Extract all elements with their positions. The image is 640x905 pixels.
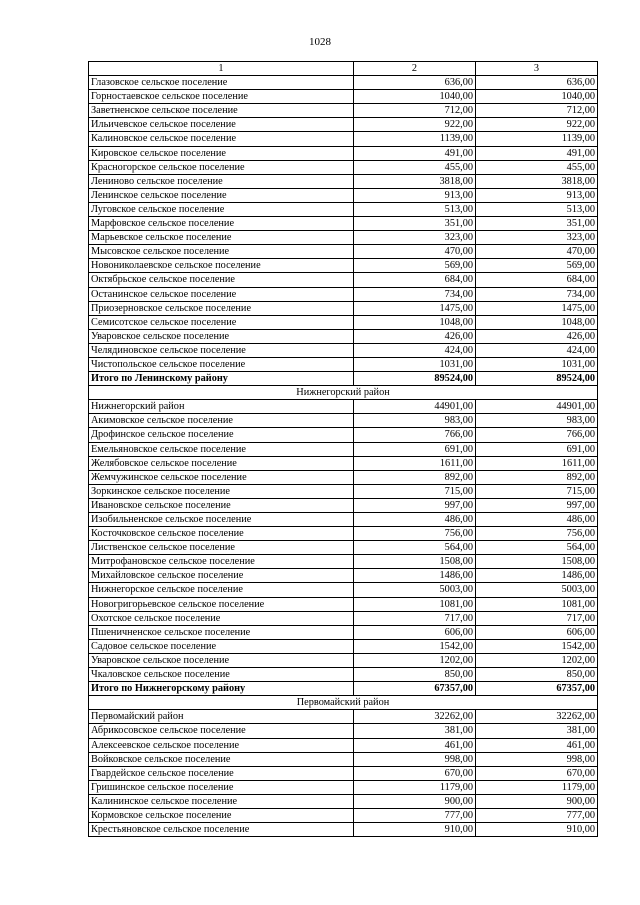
row-value-col3: 323,00	[476, 231, 598, 245]
row-value-col2: 426,00	[354, 329, 476, 343]
table-row	[89, 823, 598, 837]
row-name-cell: Новониколаевское сельское поселение	[89, 259, 354, 273]
row-name-cell: Мысовское сельское поселение	[89, 245, 354, 259]
row-value-col2: 513,00	[354, 202, 476, 216]
row-value-col2: 734,00	[354, 287, 476, 301]
row-name-cell: Жемчужинское сельское поселение	[89, 470, 354, 484]
row-name-cell: Горностаевское сельское поселение	[89, 90, 354, 104]
row-value-col2: 32262,00	[354, 710, 476, 724]
row-value-col2: 913,00	[354, 188, 476, 202]
row-value-col2: 323,00	[354, 231, 476, 245]
row-name-cell: Нижнегорское сельское поселение	[89, 583, 354, 597]
row-name-cell: Октябрьское сельское поселение	[89, 273, 354, 287]
column-header-1: 1	[89, 62, 354, 76]
row-value-col3: 892,00	[476, 470, 598, 484]
row-value-col3: 850,00	[476, 668, 598, 682]
row-value-col2: 1048,00	[354, 315, 476, 329]
row-value-col3: 513,00	[476, 202, 598, 216]
table-row	[89, 160, 598, 174]
row-value-col3: 998,00	[476, 752, 598, 766]
row-value-col2: 1031,00	[354, 357, 476, 371]
row-value-col2: 983,00	[354, 414, 476, 428]
row-name-cell: Ильичевское сельское поселение	[89, 118, 354, 132]
row-name-cell: Косточковское сельское поселение	[89, 527, 354, 541]
row-value-col3: 983,00	[476, 414, 598, 428]
table-row	[89, 343, 598, 357]
row-name-cell: Войковское сельское поселение	[89, 752, 354, 766]
row-name-cell: Останинское сельское поселение	[89, 287, 354, 301]
row-name-cell: Луговское сельское поселение	[89, 202, 354, 216]
row-value-col2: 1611,00	[354, 456, 476, 470]
row-name-cell: Нижнегорский район	[89, 400, 354, 414]
table-row	[89, 752, 598, 766]
row-value-col2: 3818,00	[354, 174, 476, 188]
total-row	[89, 682, 598, 696]
row-name-cell: Лиственское сельское поселение	[89, 541, 354, 555]
table-row	[89, 780, 598, 794]
row-name-cell: Калининское сельское поселение	[89, 794, 354, 808]
table-row	[89, 188, 598, 202]
row-value-col2: 606,00	[354, 625, 476, 639]
row-value-col3: 486,00	[476, 513, 598, 527]
row-name-cell: Ленинское сельское поселение	[89, 188, 354, 202]
row-value-col3: 913,00	[476, 188, 598, 202]
table-row	[89, 724, 598, 738]
row-name-cell: Гвардейское сельское поселение	[89, 766, 354, 780]
row-value-col2: 900,00	[354, 794, 476, 808]
table-row	[89, 202, 598, 216]
row-value-col2: 670,00	[354, 766, 476, 780]
row-value-col3: 424,00	[476, 343, 598, 357]
row-name-cell: Чкаловское сельское поселение	[89, 668, 354, 682]
table-row	[89, 639, 598, 653]
row-value-col2: 712,00	[354, 104, 476, 118]
table-row	[89, 484, 598, 498]
row-name-cell: Зоркинское сельское поселение	[89, 484, 354, 498]
row-value-col3: 491,00	[476, 146, 598, 160]
row-name-cell: Приозерновское сельское поселение	[89, 301, 354, 315]
row-name-cell: Михайловское сельское поселение	[89, 569, 354, 583]
table-row	[89, 329, 598, 343]
row-value-col2: 1486,00	[354, 569, 476, 583]
row-value-col3: 5003,00	[476, 583, 598, 597]
row-name-cell: Итого по Нижнегорскому району	[89, 682, 354, 696]
row-value-col2: 1179,00	[354, 780, 476, 794]
row-value-col2: 5003,00	[354, 583, 476, 597]
table-row	[89, 583, 598, 597]
table-row	[89, 132, 598, 146]
row-name-cell: Калиновское сельское поселение	[89, 132, 354, 146]
row-value-col3: 1179,00	[476, 780, 598, 794]
table-row	[89, 259, 598, 273]
row-value-col3: 712,00	[476, 104, 598, 118]
table-row	[89, 710, 598, 724]
row-value-col2: 1475,00	[354, 301, 476, 315]
row-value-col2: 922,00	[354, 118, 476, 132]
row-value-col3: 606,00	[476, 625, 598, 639]
row-value-col2: 910,00	[354, 823, 476, 837]
table-row	[89, 527, 598, 541]
row-value-col3: 564,00	[476, 541, 598, 555]
row-value-col3: 1081,00	[476, 597, 598, 611]
table-row	[89, 217, 598, 231]
row-value-col3: 777,00	[476, 808, 598, 822]
table-row	[89, 273, 598, 287]
table-row	[89, 174, 598, 188]
row-value-col3: 351,00	[476, 217, 598, 231]
table-row	[89, 456, 598, 470]
row-value-col2: 44901,00	[354, 400, 476, 414]
row-value-col2: 351,00	[354, 217, 476, 231]
row-value-col2: 424,00	[354, 343, 476, 357]
table-row	[89, 738, 598, 752]
table-row	[89, 794, 598, 808]
row-name-cell: Дрофинское сельское поселение	[89, 428, 354, 442]
row-value-col2: 997,00	[354, 498, 476, 512]
row-value-col2: 486,00	[354, 513, 476, 527]
row-value-col2: 1542,00	[354, 639, 476, 653]
row-value-col3: 900,00	[476, 794, 598, 808]
row-name-cell: Садовое сельское поселение	[89, 639, 354, 653]
row-name-cell: Заветненское сельское поселение	[89, 104, 354, 118]
row-value-col3: 44901,00	[476, 400, 598, 414]
row-value-col2: 850,00	[354, 668, 476, 682]
row-value-col2: 89524,00	[354, 372, 476, 386]
row-name-cell: Изобильненское сельское поселение	[89, 513, 354, 527]
row-name-cell: Митрофановское сельское поселение	[89, 555, 354, 569]
row-name-cell: Марфовское сельское поселение	[89, 217, 354, 231]
table-row	[89, 400, 598, 414]
row-value-col3: 910,00	[476, 823, 598, 837]
row-value-col3: 455,00	[476, 160, 598, 174]
row-name-cell: Лениново сельское поселение	[89, 174, 354, 188]
table-row	[89, 808, 598, 822]
row-name-cell: Абрикосовское сельское поселение	[89, 724, 354, 738]
table-row	[89, 470, 598, 484]
row-value-col3: 684,00	[476, 273, 598, 287]
row-name-cell: Кормовское сельское поселение	[89, 808, 354, 822]
table-row	[89, 90, 598, 104]
row-value-col2: 1040,00	[354, 90, 476, 104]
row-value-col3: 997,00	[476, 498, 598, 512]
row-value-col3: 1139,00	[476, 132, 598, 146]
row-value-col3: 426,00	[476, 329, 598, 343]
row-value-col3: 67357,00	[476, 682, 598, 696]
table-row	[89, 555, 598, 569]
row-value-col3: 569,00	[476, 259, 598, 273]
table-row	[89, 76, 598, 90]
row-value-col3: 1508,00	[476, 555, 598, 569]
row-value-col3: 1031,00	[476, 357, 598, 371]
row-value-col3: 922,00	[476, 118, 598, 132]
table-row	[89, 498, 598, 512]
row-value-col2: 564,00	[354, 541, 476, 555]
section-header-row	[89, 386, 598, 400]
row-value-col2: 1139,00	[354, 132, 476, 146]
table-row	[89, 569, 598, 583]
row-name-cell: Охотское сельское поселение	[89, 611, 354, 625]
row-value-col2: 461,00	[354, 738, 476, 752]
row-name-cell: Красногорское сельское поселение	[89, 160, 354, 174]
row-name-cell: Пшеничненское сельское поселение	[89, 625, 354, 639]
row-value-col3: 32262,00	[476, 710, 598, 724]
table-row	[89, 287, 598, 301]
row-value-col2: 67357,00	[354, 682, 476, 696]
row-value-col3: 1542,00	[476, 639, 598, 653]
table-row	[89, 104, 598, 118]
row-value-col2: 998,00	[354, 752, 476, 766]
row-value-col2: 715,00	[354, 484, 476, 498]
row-value-col2: 636,00	[354, 76, 476, 90]
row-value-col3: 381,00	[476, 724, 598, 738]
row-value-col2: 381,00	[354, 724, 476, 738]
row-value-col3: 1040,00	[476, 90, 598, 104]
section-title: Первомайский район	[89, 696, 598, 710]
row-value-col3: 691,00	[476, 442, 598, 456]
row-value-col2: 491,00	[354, 146, 476, 160]
row-value-col2: 717,00	[354, 611, 476, 625]
section-header-row	[89, 696, 598, 710]
row-value-col3: 717,00	[476, 611, 598, 625]
row-value-col2: 1202,00	[354, 653, 476, 667]
row-name-cell: Уваровское сельское поселение	[89, 329, 354, 343]
row-value-col2: 1081,00	[354, 597, 476, 611]
row-value-col2: 569,00	[354, 259, 476, 273]
total-row	[89, 372, 598, 386]
row-value-col3: 3818,00	[476, 174, 598, 188]
row-name-cell: Челядиновское сельское поселение	[89, 343, 354, 357]
table-row	[89, 245, 598, 259]
row-value-col3: 766,00	[476, 428, 598, 442]
row-value-col3: 1475,00	[476, 301, 598, 315]
table-header-row	[89, 62, 598, 76]
row-value-col3: 1048,00	[476, 315, 598, 329]
table-row	[89, 428, 598, 442]
row-name-cell: Глазовское сельское поселение	[89, 76, 354, 90]
table-row	[89, 414, 598, 428]
row-name-cell: Алексеевское сельское поселение	[89, 738, 354, 752]
row-value-col3: 734,00	[476, 287, 598, 301]
row-name-cell: Марьевское сельское поселение	[89, 231, 354, 245]
row-value-col3: 1486,00	[476, 569, 598, 583]
row-value-col3: 461,00	[476, 738, 598, 752]
table-row	[89, 357, 598, 371]
row-name-cell: Уваровское сельское поселение	[89, 653, 354, 667]
row-name-cell: Итого по Ленинскому району	[89, 372, 354, 386]
row-value-col3: 715,00	[476, 484, 598, 498]
row-name-cell: Емельяновское сельское поселение	[89, 442, 354, 456]
row-value-col3: 89524,00	[476, 372, 598, 386]
row-name-cell: Первомайский район	[89, 710, 354, 724]
row-name-cell: Желябовское сельское поселение	[89, 456, 354, 470]
table-row	[89, 668, 598, 682]
row-value-col3: 636,00	[476, 76, 598, 90]
row-value-col2: 470,00	[354, 245, 476, 259]
row-name-cell: Чистопольское сельское поселение	[89, 357, 354, 371]
row-name-cell: Ивановское сельское поселение	[89, 498, 354, 512]
table-row	[89, 597, 598, 611]
row-value-col3: 1202,00	[476, 653, 598, 667]
table-row	[89, 442, 598, 456]
row-value-col2: 1508,00	[354, 555, 476, 569]
row-value-col3: 670,00	[476, 766, 598, 780]
row-name-cell: Новогригорьевское сельское поселение	[89, 597, 354, 611]
row-value-col2: 455,00	[354, 160, 476, 174]
row-name-cell: Семисотское сельское поселение	[89, 315, 354, 329]
row-value-col3: 470,00	[476, 245, 598, 259]
column-header-3: 3	[476, 62, 598, 76]
table-row	[89, 118, 598, 132]
table-row	[89, 146, 598, 160]
table-row	[89, 541, 598, 555]
row-value-col2: 777,00	[354, 808, 476, 822]
section-title: Нижнегорский район	[89, 386, 598, 400]
column-header-2: 2	[354, 62, 476, 76]
budget-table	[88, 61, 598, 837]
table-row	[89, 315, 598, 329]
row-value-col2: 756,00	[354, 527, 476, 541]
row-value-col2: 691,00	[354, 442, 476, 456]
row-value-col2: 892,00	[354, 470, 476, 484]
row-name-cell: Гришинское сельское поселение	[89, 780, 354, 794]
table-row	[89, 766, 598, 780]
row-value-col2: 684,00	[354, 273, 476, 287]
table-row	[89, 301, 598, 315]
row-value-col3: 756,00	[476, 527, 598, 541]
row-value-col2: 766,00	[354, 428, 476, 442]
table-row	[89, 625, 598, 639]
table-row	[89, 513, 598, 527]
row-value-col3: 1611,00	[476, 456, 598, 470]
table-row	[89, 611, 598, 625]
row-name-cell: Акимовское сельское поселение	[89, 414, 354, 428]
table-row	[89, 653, 598, 667]
table-row	[89, 231, 598, 245]
row-name-cell: Крестьяновское сельское поселение	[89, 823, 354, 837]
page-number: 1028	[309, 36, 331, 48]
row-name-cell: Кировское сельское поселение	[89, 146, 354, 160]
